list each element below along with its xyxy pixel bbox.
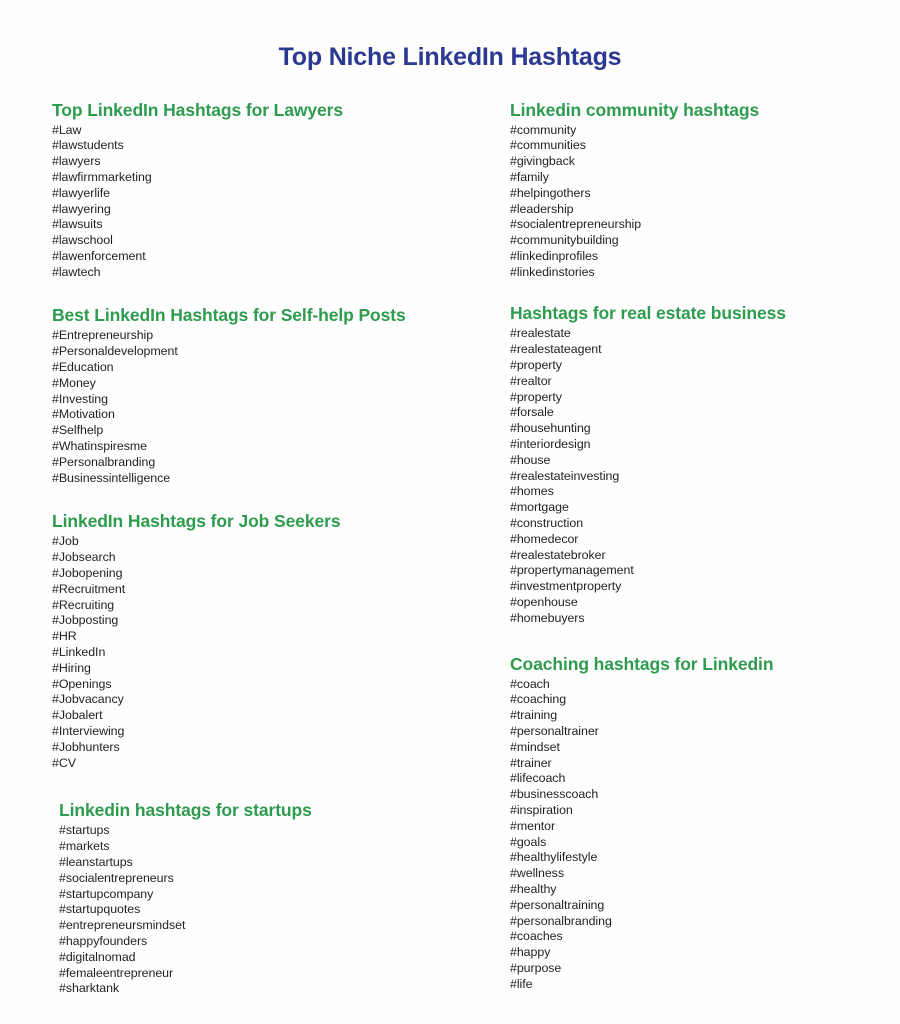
list-item: #mentor: [510, 818, 556, 833]
list-item: #life: [510, 976, 533, 991]
section-selfhelp: [52, 304, 482, 486]
list-item: #Selfhelp: [52, 423, 104, 438]
list-item: #linkedinstories: [510, 264, 595, 279]
list-item: #homedecor: [510, 531, 579, 546]
list-item: #coach: [510, 676, 550, 691]
list-item: #startupquotes: [59, 902, 141, 917]
list-item: #Jobvacancy: [52, 692, 124, 707]
list-item: #Businessintelligence: [52, 470, 171, 485]
section-jobseekers: [52, 510, 482, 771]
list-item: #interiordesign: [510, 437, 591, 452]
section-title-coaching: Coaching hashtags for Linkedin: [510, 653, 774, 674]
list-item: #communities: [510, 138, 586, 153]
list-item: #helpingothers: [510, 185, 591, 200]
list-item: #house: [510, 452, 551, 467]
list-item: #forsale: [510, 405, 554, 420]
list-item: #househunting: [510, 421, 591, 436]
list-item: #family: [510, 169, 549, 184]
list-item: #mindset: [510, 739, 560, 754]
list-item: #sharktank: [59, 981, 120, 996]
list-item: #propertymanagement: [510, 563, 634, 578]
list-item: #healthy: [510, 881, 557, 896]
section-title-startups: Linkedin hashtags for startups: [59, 800, 312, 821]
list-item: #Jobposting: [52, 613, 119, 628]
list-item: #femaleentrepreneur: [59, 965, 174, 980]
list-item: #mortgage: [510, 500, 569, 515]
list-item: #communitybuilding: [510, 233, 619, 248]
list-item: #realtor: [510, 373, 552, 388]
list-item: #Openings: [52, 676, 112, 691]
tag-list-jobseekers: [52, 534, 482, 771]
section-title-realestate: Hashtags for real estate business: [510, 303, 786, 324]
list-item: #coaching: [510, 692, 567, 707]
list-item: #purpose: [510, 960, 562, 975]
list-item: #Jobopening: [52, 566, 123, 581]
list-item: #lawsuits: [52, 217, 103, 232]
list-item: #businesscoach: [510, 787, 599, 802]
list-item: #construction: [510, 516, 584, 531]
list-item: #inspiration: [510, 803, 573, 817]
list-item: #startupcompany: [59, 886, 154, 901]
section-realestate: [510, 302, 880, 626]
list-item: #realestateinvesting: [510, 468, 620, 483]
list-item: #community: [510, 122, 577, 137]
list-item: #lawschool: [52, 233, 113, 248]
list-item: #realestate: [510, 326, 571, 341]
list-item: #markets: [59, 839, 110, 854]
tag-list-community: [510, 123, 880, 281]
list-item: #Hiring: [52, 660, 91, 675]
list-item: #goals: [510, 834, 547, 849]
list-item: #happy: [510, 945, 551, 960]
list-item: #happyfounders: [59, 933, 148, 948]
list-item: #Recruiting: [52, 597, 115, 612]
list-item: #wellness: [510, 866, 564, 881]
list-item: #lawfirmmarketing: [52, 169, 152, 184]
section-lawyers: [52, 99, 482, 281]
list-item: #entrepreneursmindset: [59, 918, 186, 933]
list-item: #Job: [52, 534, 79, 549]
list-item: #training: [510, 708, 558, 723]
list-item: #CV: [52, 755, 76, 770]
list-item: #lifecoach: [510, 771, 566, 786]
list-item: #lawyerlife: [52, 185, 110, 200]
list-item: #Law: [52, 122, 82, 137]
list-item: #socialentrepreneurship: [510, 217, 642, 232]
tag-list-lawyers: [52, 123, 482, 281]
section-title-community: Linkedin community hashtags: [510, 99, 760, 120]
section-community: [510, 99, 880, 281]
list-item: #lawenforcement: [52, 248, 146, 263]
list-item: #leanstartups: [59, 855, 133, 869]
list-item: #Education: [52, 360, 114, 375]
list-item: #Whatinspiresme: [52, 439, 147, 454]
list-item: #Recruitment: [52, 581, 126, 596]
list-item: #openhouse: [510, 595, 578, 610]
list-item: #HR: [52, 629, 77, 644]
right-column: [510, 84, 880, 993]
list-item: #leadership: [510, 201, 574, 216]
page-title: Top Niche LinkedIn Hashtags: [278, 42, 622, 71]
list-item: #Interviewing: [52, 724, 125, 739]
list-item: #property: [510, 389, 562, 404]
tag-list-selfhelp: [52, 328, 482, 486]
list-item: #startups: [59, 823, 110, 838]
list-item: #Jobalert: [52, 708, 103, 723]
list-item: #homes: [510, 484, 554, 499]
list-item: #homebuyers: [510, 610, 585, 625]
list-item: #lawtech: [52, 264, 101, 279]
tag-list-startups: [59, 823, 482, 997]
list-item: #Entrepreneurship: [52, 328, 154, 343]
list-item: #lawstudents: [52, 138, 124, 153]
list-item: #lawyers: [52, 154, 101, 169]
list-item: #socialentrepreneurs: [59, 870, 174, 885]
section-title-jobseekers: LinkedIn Hashtags for Job Seekers: [52, 511, 341, 532]
tag-list-realestate: [510, 326, 880, 626]
list-item: #Jobsearch: [52, 550, 116, 565]
list-item: #Money: [52, 375, 96, 390]
list-item: #lawyering: [52, 201, 111, 216]
list-item: #investmentproperty: [510, 579, 622, 594]
list-item: #givingback: [510, 154, 575, 169]
list-item: #linkedinprofiles: [510, 248, 599, 263]
list-item: #healthylifestyle: [510, 850, 598, 865]
list-item: #Motivation: [52, 407, 115, 422]
section-title-lawyers: Top LinkedIn Hashtags for Lawyers: [52, 99, 344, 120]
list-item: #property: [510, 358, 562, 373]
list-item: #personaltrainer: [510, 724, 599, 739]
list-item: #realestatebroker: [510, 547, 606, 562]
section-startups: [52, 799, 482, 997]
list-item: #Jobhunters: [52, 739, 120, 754]
list-item: #LinkedIn: [52, 645, 106, 660]
list-item: #Personalbranding: [52, 454, 156, 469]
section-title-selfhelp: Best LinkedIn Hashtags for Self-help Posts: [52, 305, 406, 326]
left-column: [52, 84, 482, 997]
list-item: #coaches: [510, 929, 563, 944]
list-item: #personaltraining: [510, 897, 605, 912]
list-item: #digitalnomad: [59, 949, 136, 964]
list-item: #realestateagent: [510, 342, 602, 357]
list-item: #Investing: [52, 391, 108, 406]
list-item: #Personaldevelopment: [52, 344, 178, 359]
list-item: #trainer: [510, 755, 552, 770]
tag-list-coaching: [510, 677, 880, 993]
list-item: #personalbranding: [510, 913, 612, 928]
section-coaching: [510, 653, 880, 993]
